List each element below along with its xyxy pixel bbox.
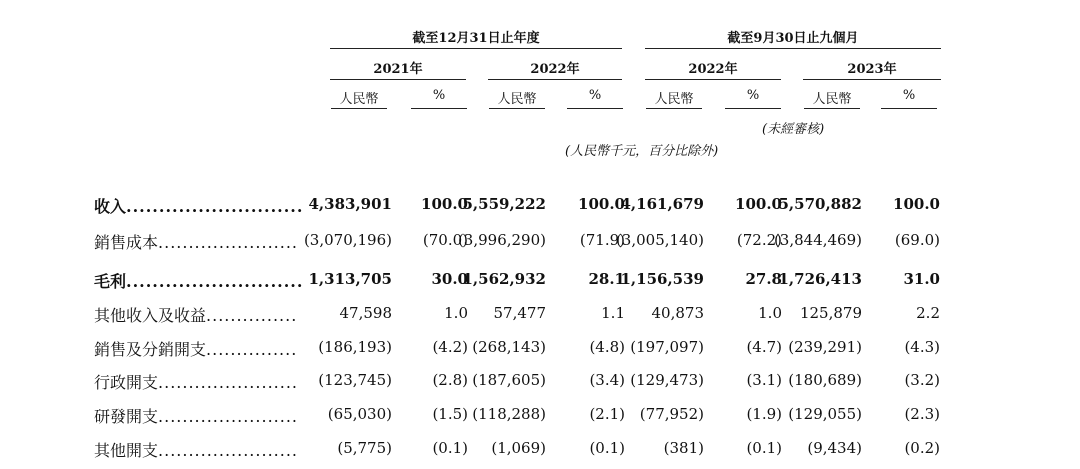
row-label: [94, 230, 298, 253]
cell-amount: 5,570,882: [778, 195, 862, 213]
unit-header-amount: 人民幣: [339, 92, 379, 107]
cell-amount: (3,996,290): [457, 231, 546, 249]
unit-header-amount: 人民幣: [654, 92, 694, 107]
row-label: [94, 404, 298, 427]
row-label: [94, 194, 303, 217]
cell-percent: 2.2: [916, 304, 940, 322]
year-underline-3: [645, 79, 781, 80]
cell-amount: 1,562,932: [462, 270, 546, 288]
row-label-text: 研發開支: [94, 407, 159, 426]
group-underline-left: [330, 48, 622, 49]
cell-amount: (187,605): [472, 371, 546, 389]
cell-amount: 47,598: [339, 304, 392, 322]
year-underline-1: [330, 79, 466, 80]
cell-amount: 1,313,705: [308, 270, 392, 288]
row-label-text: 銷售及分銷開支: [94, 340, 207, 359]
cell-amount: (3,005,140): [615, 231, 704, 249]
cell-percent: (3.1): [746, 371, 782, 389]
cell-amount: 5,559,222: [462, 195, 546, 213]
cell-amount: 40,873: [651, 304, 704, 322]
cell-amount: (180,689): [788, 371, 862, 389]
cell-percent: 100.0: [893, 195, 940, 213]
cell-amount: (1,069): [491, 439, 546, 457]
cell-amount: (3,844,469): [773, 231, 862, 249]
cell-amount: (123,745): [318, 371, 392, 389]
unit-underline: [411, 108, 467, 109]
cell-percent: (71.9): [579, 231, 625, 249]
cell-percent: (3.2): [904, 371, 940, 389]
cell-percent: 27.8: [745, 270, 782, 288]
cell-amount: (9,434): [807, 439, 862, 457]
cell-percent: 31.0: [903, 270, 940, 288]
row-label-text: 行政開支: [94, 373, 159, 392]
row-label: [94, 269, 303, 292]
unit-underline: [646, 108, 702, 109]
cell-percent: 100.0: [735, 195, 782, 213]
cell-percent: (3.4): [589, 371, 625, 389]
cell-percent: (0.1): [432, 439, 468, 457]
cell-amount: 1,156,539: [620, 270, 704, 288]
cell-percent: (4.2): [432, 338, 468, 356]
row-leader-dots: ...........................: [126, 197, 304, 216]
year-underline-4: [803, 79, 941, 80]
cell-percent: (4.3): [904, 338, 940, 356]
unit-underline: [804, 108, 860, 109]
row-leader-dots: ...............: [206, 306, 298, 325]
row-leader-dots: ...............: [206, 340, 298, 359]
unit-header-amount: 人民幣: [812, 92, 852, 107]
cell-percent: 28.1: [588, 270, 625, 288]
row-label-text: 銷售成本: [94, 233, 159, 252]
cell-amount: (65,030): [327, 405, 392, 423]
year-header-2: 2022年: [530, 62, 580, 77]
year-header-1: 2021年: [373, 62, 423, 77]
cell-percent: (0.2): [904, 439, 940, 457]
row-leader-dots: ...........................: [126, 272, 304, 291]
cell-percent: 1.1: [601, 304, 625, 322]
row-label-text: 其他收入及收益: [94, 306, 207, 325]
cell-amount: (129,473): [630, 371, 704, 389]
cell-percent: 30.0: [431, 270, 468, 288]
row-leader-dots: .......................: [158, 407, 298, 426]
row-label: [94, 370, 298, 393]
unit-header-percent: %: [746, 88, 760, 103]
row-leader-dots: .......................: [158, 373, 298, 392]
cell-amount: (197,097): [630, 338, 704, 356]
row-label-text: 收入: [94, 197, 127, 216]
unit-header-amount: 人民幣: [497, 92, 537, 107]
cell-amount: (381): [663, 439, 704, 457]
cell-percent: 1.0: [758, 304, 782, 322]
group-underline-right: [645, 48, 941, 49]
cell-percent: (70.0): [422, 231, 468, 249]
currency-note: (人民幣千元，百分比除外): [565, 144, 719, 159]
unit-header-percent: %: [432, 88, 446, 103]
unit-underline: [881, 108, 937, 109]
cell-amount: 1,726,413: [778, 270, 862, 288]
year-underline-2: [488, 79, 622, 80]
cell-amount: (77,952): [639, 405, 704, 423]
cell-amount: (239,291): [788, 338, 862, 356]
row-leader-dots: .......................: [158, 441, 298, 460]
group-header-nine-months: 截至9月30日止九個月: [727, 31, 859, 46]
cell-amount: (186,193): [318, 338, 392, 356]
unit-underline: [489, 108, 545, 109]
unit-header-percent: %: [588, 88, 602, 103]
row-label-text: 毛利: [94, 272, 127, 291]
row-leader-dots: .......................: [158, 233, 298, 252]
row-label: [94, 438, 298, 461]
cell-percent: (2.1): [589, 405, 625, 423]
cell-percent: (2.3): [904, 405, 940, 423]
cell-percent: 100.0: [578, 195, 625, 213]
unit-header-percent: %: [902, 88, 916, 103]
cell-percent: (0.1): [746, 439, 782, 457]
row-label: [94, 303, 297, 326]
cell-percent: (0.1): [589, 439, 625, 457]
cell-amount: (3,070,196): [303, 231, 392, 249]
group-header-year-ended: 截至12月31日止年度: [412, 31, 540, 46]
cell-amount: 4,383,901: [308, 195, 392, 213]
cell-amount: 4,161,679: [620, 195, 704, 213]
cell-percent: (4.7): [746, 338, 782, 356]
row-label-text: 其他開支: [94, 441, 159, 460]
cell-percent: (1.9): [746, 405, 782, 423]
row-label: [94, 337, 297, 360]
unaudited-note: (未經審核): [762, 122, 825, 137]
cell-amount: 57,477: [493, 304, 546, 322]
cell-percent: (69.0): [894, 231, 940, 249]
cell-percent: (4.8): [589, 338, 625, 356]
cell-percent: 1.0: [444, 304, 468, 322]
cell-amount: 125,879: [799, 304, 862, 322]
unit-underline: [725, 108, 781, 109]
cell-amount: (118,288): [472, 405, 546, 423]
cell-percent: (2.8): [432, 371, 468, 389]
year-header-4: 2023年: [847, 62, 897, 77]
cell-amount: (129,055): [788, 405, 862, 423]
cell-amount: (268,143): [472, 338, 546, 356]
cell-percent: (72.2): [736, 231, 782, 249]
unit-underline: [331, 108, 387, 109]
cell-percent: (1.5): [432, 405, 468, 423]
year-header-3: 2022年: [688, 62, 738, 77]
unit-underline: [567, 108, 623, 109]
cell-amount: (5,775): [337, 439, 392, 457]
cell-percent: 100.0: [421, 195, 468, 213]
